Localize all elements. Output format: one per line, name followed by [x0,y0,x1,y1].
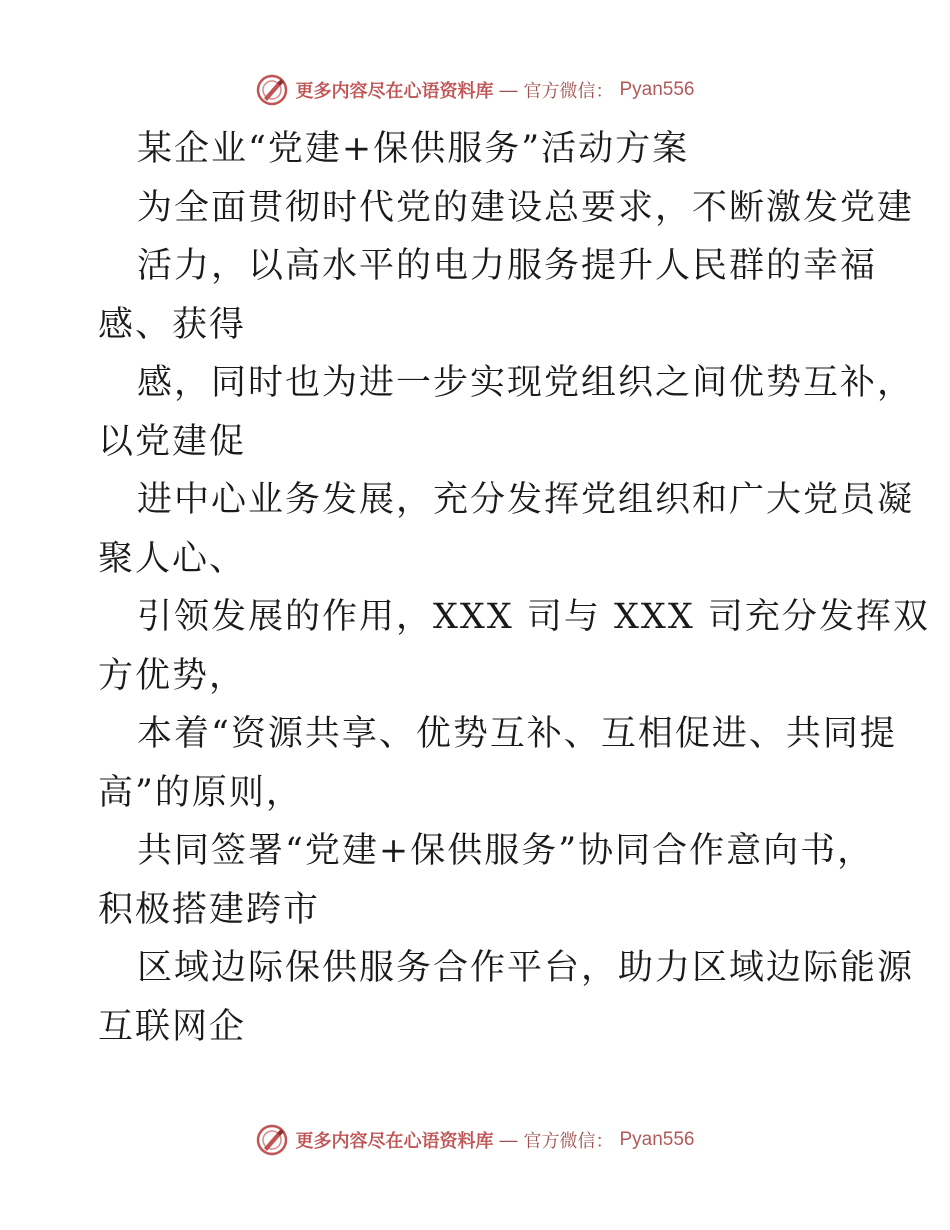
doc-line: 本着“资源共享、优势互补、互相促进、共同提 [137,714,897,754]
doc-line: 区域边际保供服务合作平台，助力区域边际能源 [137,948,915,988]
doc-line: 为全面贯彻时代党的建设总要求，不断激发党建 [137,187,915,228]
footer-watermark [0,1120,950,1160]
doc-line: 共同签署“党建+保供服务”协同合作意向书， [137,831,875,871]
doc-line: 进中心业务发展，充分发挥党组织和广大党员凝 [137,480,915,520]
doc-line: 方优势， [98,655,247,696]
doc-line: 积极搭建跨市 [98,889,321,930]
document-body [0,120,950,1056]
doc-line: 某企业“党建+保供服务”活动方案 [137,129,690,169]
doc-line: 引领发展的作用，XXX 司与 XXX 司充分发挥双 [137,597,930,637]
watermark-site-text: 更多内容尽在心语资料库 [295,1131,494,1152]
pen-logo-icon [255,1123,289,1157]
watermark-wechat-label: 官方微信： [523,1131,614,1152]
doc-line: 以党建促 [98,421,247,462]
watermark-wechat-id: Pyan556 [619,79,695,100]
doc-line: 聚人心、 [98,538,247,579]
doc-line: 高”的原则， [98,772,303,813]
watermark-site-text: 更多内容尽在心语资料库 [295,81,494,102]
watermark-separator: — [499,1129,518,1150]
doc-line: 互联网企 [98,1006,247,1047]
watermark-wechat-label: 官方微信： [523,81,614,102]
doc-line: 感，同时也为进一步实现党组织之间优势互补， [137,363,915,403]
doc-line: 活力，以高水平的电力服务提升人民群的幸福 [137,246,878,286]
header-watermark [0,70,950,110]
pen-logo-icon [255,73,289,107]
watermark-separator: — [499,79,518,100]
doc-line: 感、获得 [98,304,247,345]
watermark-wechat-id: Pyan556 [619,1129,695,1150]
